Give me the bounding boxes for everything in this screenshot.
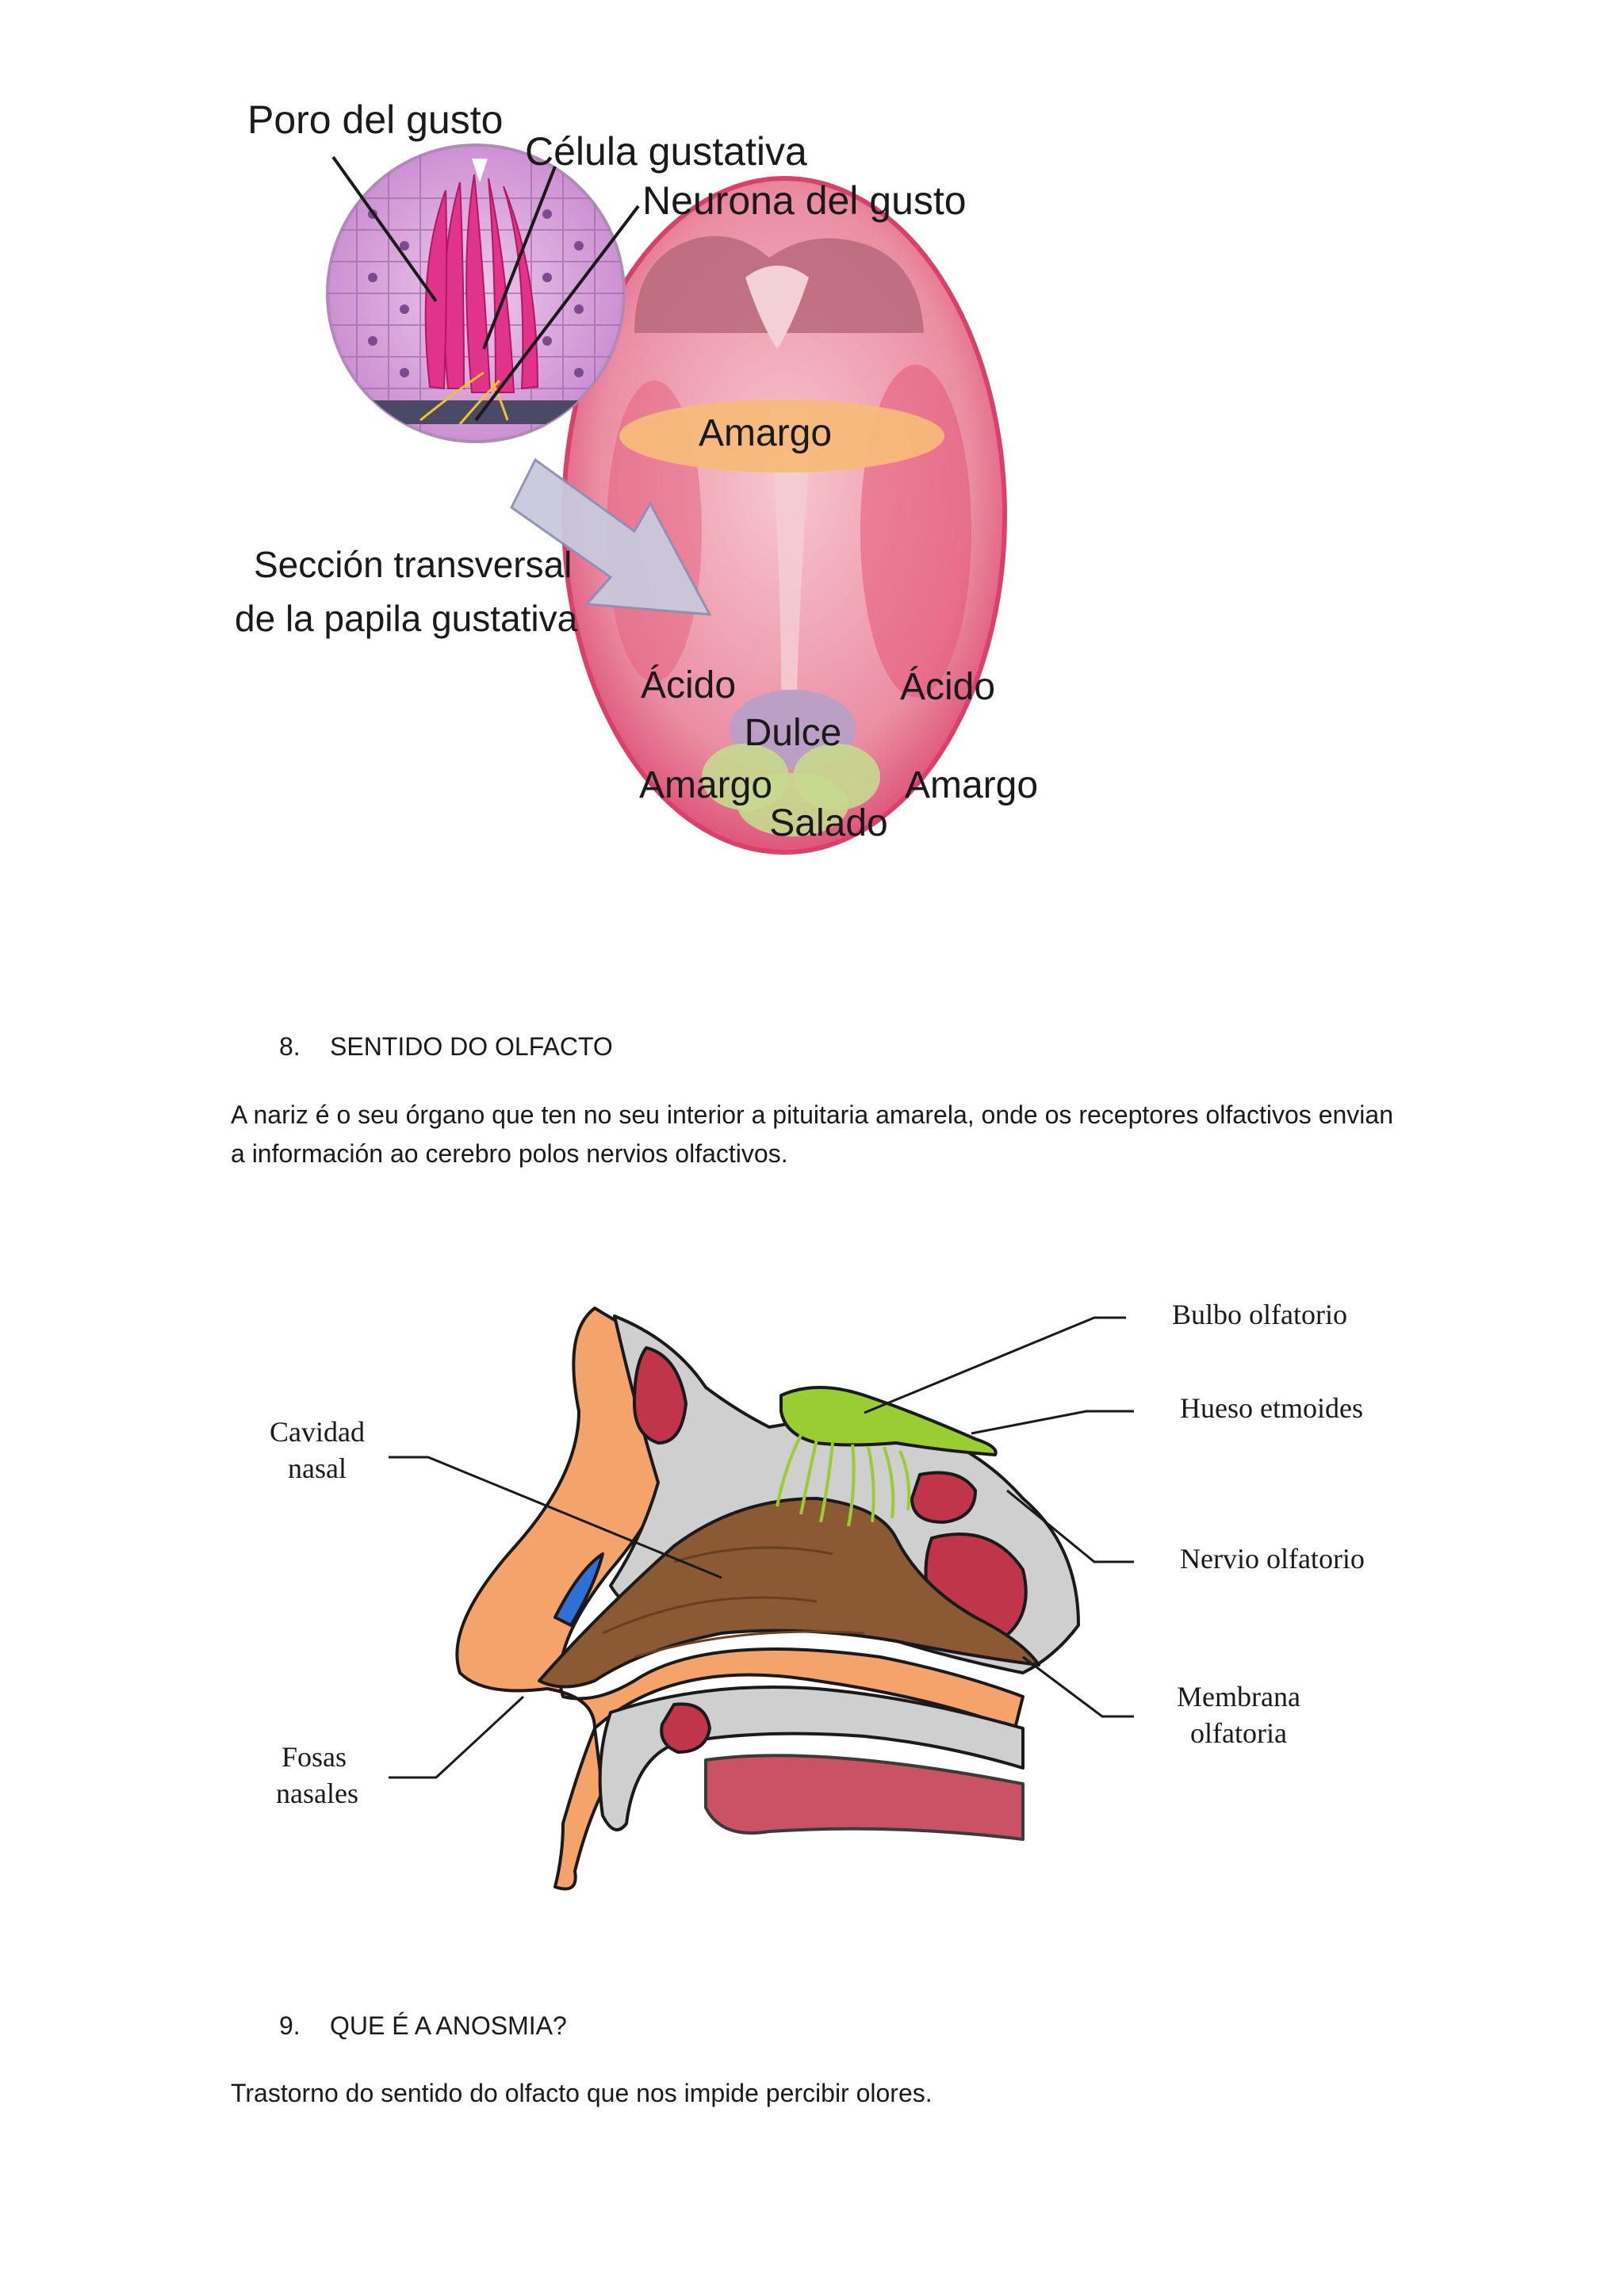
label-cavidad-2: nasal — [288, 1452, 347, 1484]
section-9-heading — [279, 2010, 567, 2042]
label-membrana-1: Membrana — [1177, 1681, 1300, 1712]
zone-salado: Salado — [769, 802, 888, 844]
section-9-paragraph: Trastorno do sentido do olfacto que nos impide percibir olores. — [231, 2079, 933, 2107]
section-8-number: 8. — [279, 1032, 301, 1061]
taste-diagram — [222, 87, 1078, 864]
nose-illustration — [457, 1308, 1078, 1889]
zone-amargo-left: Amargo — [638, 764, 773, 806]
section-9-title: QUE É A ANOSMIA? — [330, 2011, 567, 2040]
section-8-paragraph: A nariz é o seu órgano que ten no seu interior a pituitaria amarela, onde os receptores olfactivos envian a información ao cerebro polos nervios olfactivos. — [231, 1100, 1393, 1168]
zone-acido-right: Ácido — [899, 666, 996, 708]
label-celula: Célula gustativa — [525, 129, 807, 174]
section-8-title: SENTIDO DO OLFACTO — [330, 1032, 613, 1061]
zone-amargo-top: Amargo — [698, 412, 833, 454]
label-fosas-1: Fosas — [281, 1741, 347, 1773]
zone-acido-left: Ácido — [640, 664, 737, 706]
section-8-heading — [279, 1031, 613, 1062]
label-membrana-2: olfatoria — [1190, 1717, 1287, 1749]
zone-amargo-right: Amargo — [904, 764, 1039, 806]
label-seccion-1: Sección transversal — [254, 544, 573, 585]
zone-dulce: Dulce — [744, 712, 842, 754]
label-poro: Poro del gusto — [247, 98, 504, 142]
section-9-number: 9. — [279, 2011, 301, 2040]
label-seccion-2: de la papila gustativa — [235, 598, 578, 639]
label-fosas-2: nasales — [276, 1777, 358, 1809]
label-neurona: Neurona del gusto — [642, 178, 967, 223]
label-cavidad-1: Cavidad — [270, 1416, 365, 1448]
nose-diagram — [262, 1284, 1411, 1903]
label-nervio: Nervio olfatorio — [1180, 1543, 1365, 1575]
label-hueso: Hueso etmoides — [1180, 1392, 1363, 1424]
label-bulbo: Bulbo olfatorio — [1172, 1299, 1347, 1330]
